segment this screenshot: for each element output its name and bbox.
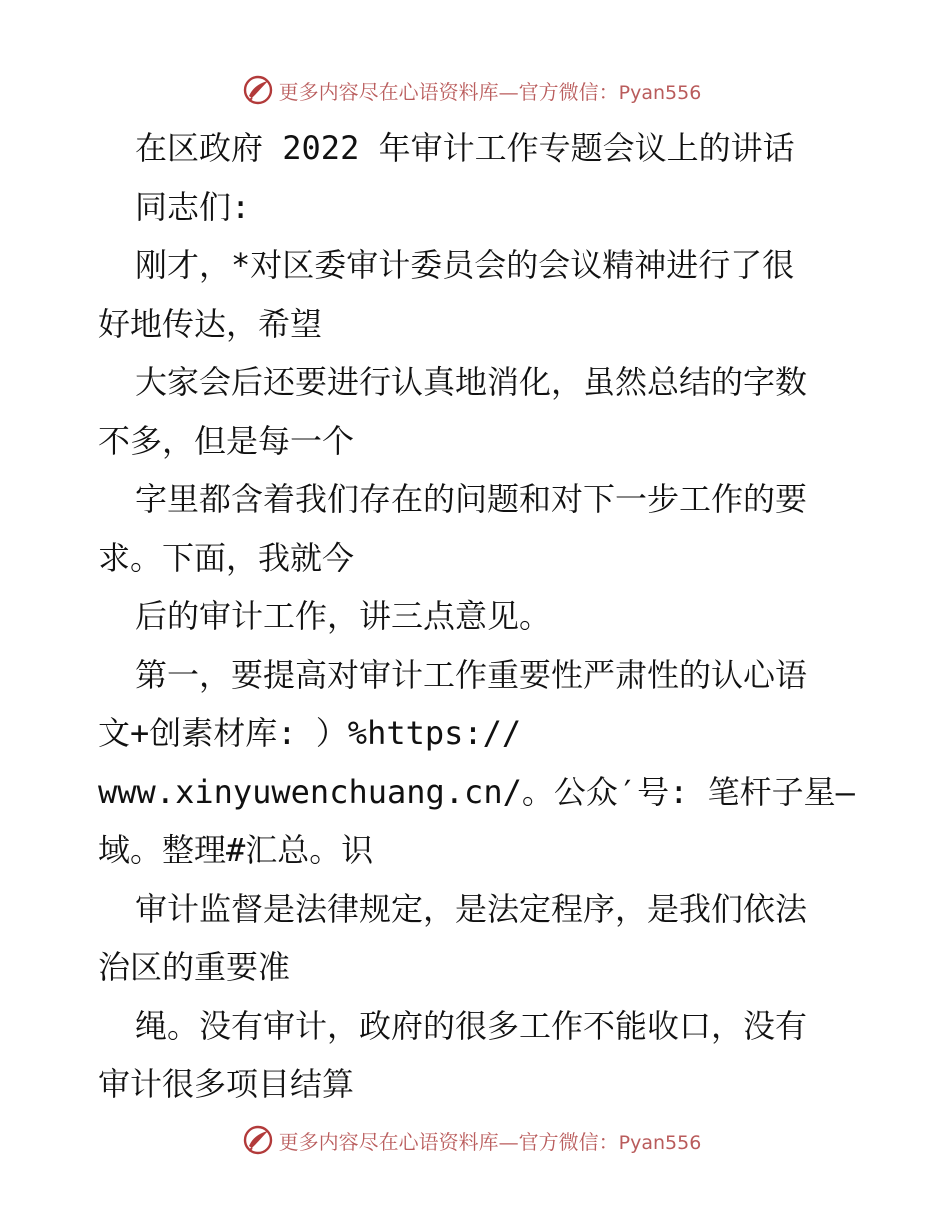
footer-watermark-banner bbox=[0, 1118, 950, 1162]
paragraph-line: 治区的重要准 bbox=[98, 948, 291, 986]
document-title: 在区政府 2022 年审计工作专题会议上的讲话 bbox=[135, 129, 795, 167]
paragraph-line: 好地传达，希望 bbox=[98, 304, 323, 343]
salutation: 同志们: bbox=[135, 187, 251, 226]
paragraph-line: 不多，但是每一个 bbox=[98, 421, 355, 460]
paragraph-line: 后的审计工作，讲三点意见。 bbox=[135, 597, 552, 635]
paragraph-line: 求。下面，我就今 bbox=[98, 538, 355, 577]
paragraph-line: 文+创素材库: ）%https:// bbox=[98, 714, 522, 752]
paragraph-line: 审计监督是法律规定，是法定程序，是我们依法 bbox=[135, 889, 808, 928]
paragraph-line: 域。整理#汇总。识 bbox=[98, 831, 374, 869]
header-banner-content bbox=[243, 75, 702, 105]
paragraph-line: 刚才，*对区委审计委员会的会议精神进行了很 bbox=[135, 246, 795, 284]
paragraph-line: 绳。没有审计，政府的很多工作不能收口，没有 bbox=[135, 1006, 808, 1045]
paragraph-line: www.xinyuwenchuang.cn/。公众′号: 笔杆子星— bbox=[98, 772, 855, 811]
header-watermark-banner bbox=[0, 68, 950, 112]
document-body bbox=[98, 119, 858, 1114]
footer-banner-text: 更多内容尽在心语资料库—官方微信：Pyan556 bbox=[278, 1129, 702, 1154]
footer-banner-content bbox=[243, 1125, 702, 1155]
paragraph-line: 大家会后还要进行认真地消化，虽然总结的字数 bbox=[135, 363, 808, 401]
paragraph-line: 审计很多项目结算 bbox=[98, 1065, 355, 1103]
pen-logo-icon bbox=[243, 75, 273, 105]
header-banner-text: 更多内容尽在心语资料库—官方微信：Pyan556 bbox=[278, 79, 702, 104]
paragraph-line: 字里都含着我们存在的问题和对下一步工作的要 bbox=[135, 480, 808, 518]
paragraph-line: 第一，要提高对审计工作重要性严肃性的认心语 bbox=[135, 655, 808, 694]
pen-logo-icon bbox=[243, 1125, 273, 1155]
